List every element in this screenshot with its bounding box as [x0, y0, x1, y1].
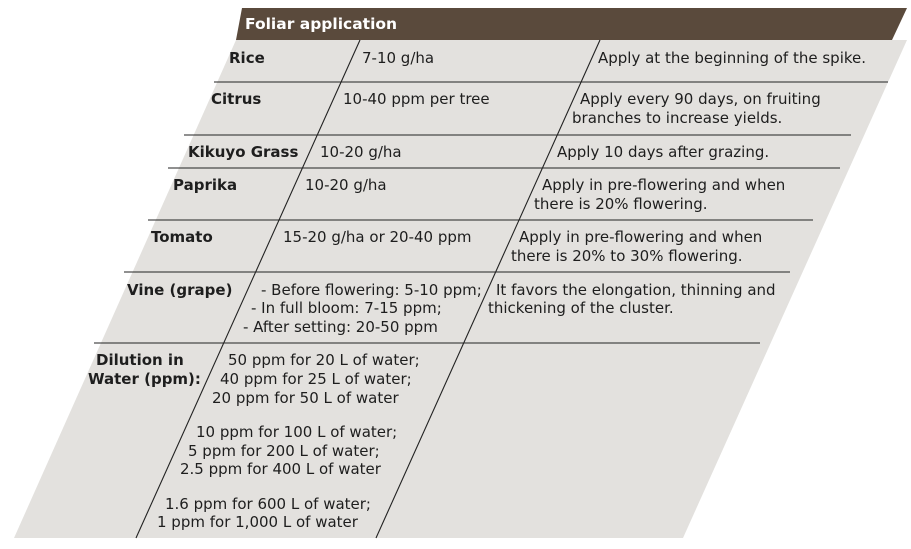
dose-vine-line-3: - After setting: 20-50 ppm: [243, 318, 438, 336]
dilution-label-line-1: Dilution in: [96, 351, 184, 369]
dilution-item: 5 ppm for 200 L of water;: [188, 442, 380, 460]
dose-citrus: 10-40 ppm per tree: [343, 90, 490, 108]
dose-vine-line-1: - Before flowering: 5-10 ppm;: [261, 281, 482, 299]
crop-rice: Rice: [229, 49, 265, 67]
note-vine-line-1: It favors the elongation, thinning and: [496, 281, 776, 299]
note-paprika-line-2: there is 20% flowering.: [534, 195, 708, 213]
crop-citrus: Citrus: [211, 90, 262, 108]
crop-tomato: Tomato: [151, 228, 213, 246]
dilution-item: 10 ppm for 100 L of water;: [196, 423, 398, 441]
note-citrus-line-1: Apply every 90 days, on fruiting: [580, 90, 821, 108]
dilution-item: 2.5 ppm for 400 L of water: [180, 460, 381, 478]
dilution-label-line-2: Water (ppm):: [88, 370, 201, 388]
dilution-item: 20 ppm for 50 L of water: [212, 389, 399, 407]
dose-kikuyo-grass: 10-20 g/ha: [320, 143, 402, 161]
dilution-item: 40 ppm for 25 L of water;: [220, 370, 412, 388]
dose-vine-line-2: - In full bloom: 7-15 ppm;: [251, 299, 442, 317]
crop-paprika: Paprika: [173, 176, 238, 194]
note-kikuyo-grass: Apply 10 days after grazing.: [557, 143, 770, 161]
section-title: Foliar application: [245, 15, 398, 33]
crop-vine-grape: Vine (grape): [127, 281, 233, 299]
dose-rice: 7-10 g/ha: [362, 49, 435, 67]
note-citrus-line-2: branches to increase yields.: [572, 109, 783, 127]
note-vine-line-2: thickening of the cluster.: [488, 299, 674, 317]
crop-kikuyo-grass: Kikuyo Grass: [188, 143, 299, 161]
note-paprika-line-1: Apply in pre-flowering and when: [542, 176, 786, 194]
dilution-item: 1.6 ppm for 600 L of water;: [165, 495, 371, 513]
dose-paprika: 10-20 g/ha: [305, 176, 387, 194]
note-tomato-line-1: Apply in pre-flowering and when: [519, 228, 763, 246]
dilution-item: 1 ppm for 1,000 L of water: [157, 513, 358, 531]
dose-tomato: 15-20 g/ha or 20-40 ppm: [283, 228, 472, 246]
note-rice: Apply at the beginning of the spike.: [598, 49, 867, 67]
dilution-item: 50 ppm for 20 L of water;: [228, 351, 420, 369]
note-tomato-line-2: there is 20% to 30% flowering.: [511, 247, 743, 265]
